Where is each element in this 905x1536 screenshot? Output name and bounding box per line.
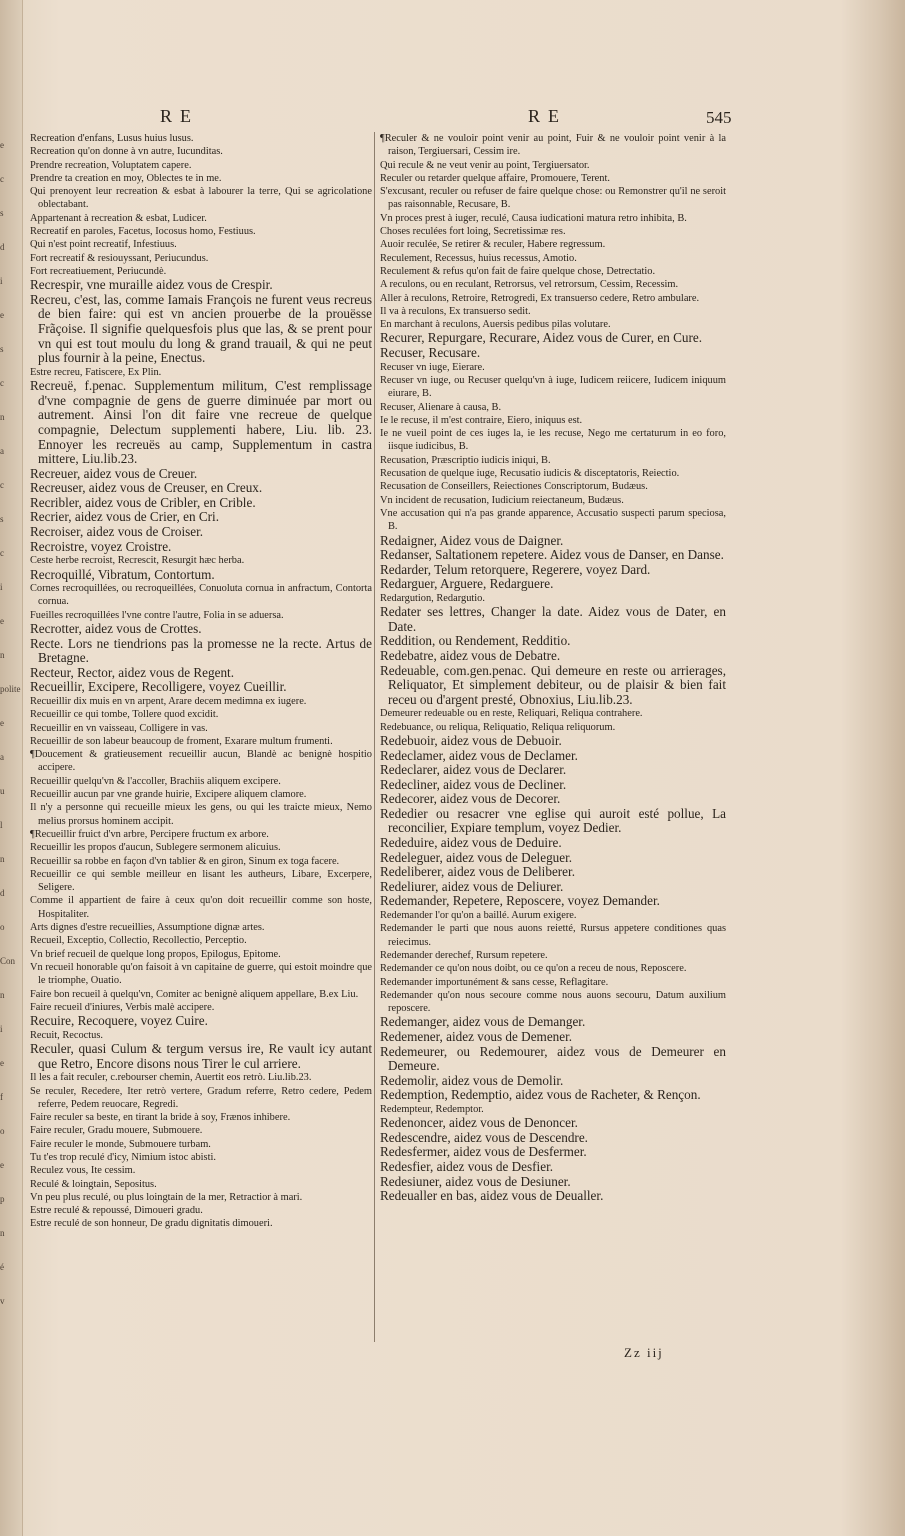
dictionary-entry: Rededier ou resacrer vne eglise qui auroit esté pollue, La reconcilier, Expiare templum, voyez Dedier. <box>380 805 726 836</box>
dictionary-entry: Il va à reculons, Ex transuerso sedit. <box>380 305 531 317</box>
margin-fragment: d <box>0 242 5 252</box>
margin-fragment: d <box>0 888 5 898</box>
dictionary-entry: Recurer, Repurgare, Recurare, Aidez vous de Curer, en Cure. <box>380 330 703 346</box>
dictionary-entry: Se reculer, Recedere, Iter retrò vertere, Gradum referre, Retro cedere, Pedem referre, Pedem reuocare, Regredi. <box>30 1085 372 1110</box>
dictionary-entry: Recroquillé, Vibratum, Contortum. <box>30 566 215 582</box>
right-column <box>380 132 726 1204</box>
signature-mark: Zz iij <box>624 1345 664 1360</box>
dictionary-entry: Choses reculées fort loing, Secretissimæ res. <box>380 226 566 238</box>
dictionary-entry: Redemander ce qu'on nous doibt, ou ce qu'on a receu de nous, Reposcere. <box>380 963 687 975</box>
dictionary-entry: Recuit, Recoctus. <box>30 1029 104 1041</box>
dictionary-entry: A reculons, ou en reculant, Retrorsus, vel retrorsum, Cessim, Recessim. <box>380 279 679 291</box>
dictionary-entry: Ie ne vueil point de ces iuges la, ie les recuse, Nego me certaturum in eo foro, iisque iudicibus, B. <box>380 428 726 453</box>
dictionary-entry: Ceste herbe recroist, Recrescit, Resurgit hæc herba. <box>30 555 245 567</box>
dictionary-entry: Reddition, ou Rendement, Redditio. <box>380 633 571 649</box>
dictionary-entry: Redecorer, aidez vous de Decorer. <box>380 791 561 807</box>
left-running-head: RE <box>160 106 200 126</box>
dictionary-entry: Redebuoir, aidez vous de Debuoir. <box>380 732 562 748</box>
margin-fragment: o <box>0 1126 5 1136</box>
margin-fragment: c <box>0 548 4 558</box>
dictionary-entry: Redemander l'or qu'on a baillé. Aurum exigere. <box>380 910 577 922</box>
dictionary-entry: Redeleguer, aidez vous de Deleguer. <box>380 849 573 865</box>
dictionary-entry: Redeliurer, aidez vous de Deliurer. <box>380 878 564 894</box>
dictionary-entry: Appartenant à recreation & esbat, Ludicer. <box>30 212 207 224</box>
dictionary-entry: Recrotter, aidez vous de Crottes. <box>30 621 202 637</box>
dictionary-entry: En marchant à reculons, Auersis pedibus pilas volutare. <box>380 319 611 331</box>
dictionary-entry: Redargution, Redargutio. <box>380 592 485 604</box>
margin-fragment: p <box>0 1194 5 1204</box>
margin-fragment: n <box>0 990 5 1000</box>
dictionary-entry: Vn brief recueil de quelque long propos, Epilogus, Epitome. <box>30 948 281 960</box>
dictionary-entry: Prendre recreation, Voluptatem capere. <box>30 159 192 171</box>
dictionary-entry: Recueil, Exceptio, Collectio, Recollectio, Perceptio. <box>30 935 247 947</box>
margin-fragment: e <box>0 616 4 626</box>
margin-fragment: e <box>0 1160 4 1170</box>
dictionary-entry: ¶Recueillir fruict d'vn arbre, Percipere fructum ex arbore. <box>30 828 269 840</box>
dictionary-entry: Recteur, Rector, aidez vous de Regent. <box>30 664 235 680</box>
dictionary-entry: Estre reculé & repoussé, Dimoueri gradu. <box>30 1205 203 1217</box>
dictionary-entry: Redaigner, Aidez vous de Daigner. <box>380 532 564 548</box>
margin-fragment: Con <box>0 956 16 966</box>
dictionary-entry: Recreation d'enfans, Lusus huius lusus. <box>30 133 194 144</box>
dictionary-entry: Recreuer, aidez vous de Creuer. <box>30 465 198 481</box>
dictionary-entry: Recueillir de son labeur beaucoup de froment, Exarare multum frumenti. <box>30 735 333 747</box>
dictionary-entry: Recusation, Præscriptio iudicis iniqui, B. <box>380 454 551 466</box>
dictionary-entry: Recreu, c'est, las, comme Iamais François ne furent veus recreus de bien faire: qui est vn ancien prouerbe de la prouësse Frãçoise. Il signifie quelquesfois plus que las, & se prent pour vn qui est tout moulu du long & grand trauail, & qui ne peut plus fournir à la peine, Enectus. <box>30 291 372 366</box>
dictionary-entry: Auoir reculée, Se retirer & reculer, Habere regressum. <box>380 239 606 251</box>
dictionary-entry: Redesfier, aidez vous de Desfier. <box>380 1159 554 1175</box>
dictionary-entry: Recueillir quelqu'vn & l'accoller, Brachiis aliquem excipere. <box>30 775 281 787</box>
margin-fragment: v <box>0 1296 5 1306</box>
margin-fragment: e <box>0 718 4 728</box>
dictionary-entry: Redemener, aidez vous de Demener. <box>380 1029 573 1045</box>
dictionary-entry: Redater ses lettres, Changer la date. Aidez vous de Dater, en Date. <box>380 604 726 634</box>
dictionary-entry: Rededuire, aidez vous de Deduire. <box>380 835 562 851</box>
dictionary-entry: Recueillir ce qui semble meilleur en lisant les autheurs, Libare, Excerpere, Seligere. <box>30 868 372 894</box>
dictionary-entry: Reculez vous, Ite cessim. <box>30 1165 136 1177</box>
right-running-head: RE <box>528 106 568 126</box>
margin-fragment: u <box>0 786 5 796</box>
dictionary-entry: Recuser vn iuge, Eierare. <box>380 361 485 373</box>
dictionary-entry: Tu t'es trop reculé d'icy, Nimium istoc abisti. <box>30 1151 216 1163</box>
dictionary-entry: Recueillir les propos d'aucun, Sublegere sermonem alicuius. <box>30 842 281 854</box>
margin-fragment: c <box>0 378 4 388</box>
dictionary-entry: Redeuable, com.gen.penac. Qui demeure en reste ou arrierages, Reliquator, Et simplement debiteur, ou de plaisir & bien fait receu ou d'argent presté, Obnoxius, Liu.lib.23. <box>380 662 726 707</box>
dictionary-entry: Redarder, Telum retorquere, Regerere, voyez Dard. <box>380 561 651 577</box>
dictionary-entry: Reculé & loingtain, Sepositus. <box>30 1178 157 1190</box>
dictionary-entry: Qui prenoyent leur recreation & esbat à labourer la terre, Qui se agricolatione oblectabant. <box>30 186 372 211</box>
page-number: 545 <box>706 108 732 127</box>
dictionary-entry: Redesfermer, aidez vous de Desfermer. <box>380 1144 587 1160</box>
margin-fragment: s <box>0 344 4 354</box>
dictionary-entry: Recrier, aidez vous de Crier, en Cri. <box>30 509 219 525</box>
dictionary-entry: Recreuser, aidez vous de Creuser, en Creux. <box>30 480 263 496</box>
dictionary-entry: Fort recreatiuement, Periucundè. <box>30 265 167 277</box>
dictionary-entry: Redenoncer, aidez vous de Denoncer. <box>380 1115 578 1131</box>
margin-fragment: c <box>0 174 4 184</box>
dictionary-entry: Recusation de quelque iuge, Recusatio iudicis & disceptatoris, Reiectio. <box>380 468 680 480</box>
dictionary-entry: Recueillir ce qui tombe, Tollere quod excidit. <box>30 709 219 721</box>
dictionary-entry: Reculer, quasi Culum & tergum versus ire, Re vault icy autant que Retro, Encore disons nous Tirer le cul arriere. <box>30 1041 372 1071</box>
margin-fragment: i <box>0 1024 3 1034</box>
dictionary-entry: Redemander qu'on nous secoure comme nous auons secouru, Datum auxilium reposcere. <box>380 989 726 1015</box>
dictionary-entry: Redempteur, Redemptor. <box>380 1103 484 1115</box>
dictionary-entry: Redarguer, Arguere, Redarguere. <box>380 576 554 592</box>
margin-fragment: e <box>0 140 4 150</box>
dictionary-entry: Vne accusation qui n'a pas grande apparence, Accusatio suspecti parum speciosa, B. <box>380 507 726 533</box>
margin-fragment: l <box>0 820 3 830</box>
dictionary-entry: Redebatre, aidez vous de Debatre. <box>380 647 561 663</box>
dictionary-entry: Redemption, Redemptio, aidez vous de Racheter, & Rençon. <box>380 1087 701 1103</box>
dictionary-entry: Vn incident de recusation, Iudicium reiectaneum, Budæus. <box>380 494 624 506</box>
dictionary-entry: Redeclamer, aidez vous de Declamer. <box>380 747 578 763</box>
dictionary-entry: Redemeurer, ou Redemourer, aidez vous de Demeurer en Demeure. <box>380 1043 726 1074</box>
dictionary-entry: Recuser vn iuge, ou Recuser quelqu'vn à iuge, Iudicem reiicere, Iudicem iniquum eiurare, B. <box>380 374 726 400</box>
dictionary-entry: Estre recreu, Fatiscere, Ex Plin. <box>30 366 162 378</box>
dictionary-entry: Recrespir, vne muraille aidez vous de Crespir. <box>30 277 273 293</box>
dictionary-entry: Recreatif en paroles, Facetus, Iocosus homo, Festiuus. <box>30 226 256 238</box>
dictionary-entry: Faire recueil d'iniures, Verbis malè accipere. <box>30 1001 215 1013</box>
dictionary-entry: Faire reculer sa beste, en tirant la bride à soy, Frænos inhibere. <box>30 1112 291 1124</box>
margin-fragment: e <box>0 1058 4 1068</box>
dictionary-entry: Vn proces prest à iuger, reculé, Causa iudicationi matura retro inhibita, B. <box>380 212 687 224</box>
dictionary-entry: Cornes recroquillées, ou recroqueillées, Conuoluta cornua in anfractum, Contorta cornua. <box>30 583 372 608</box>
dictionary-entry: Redebuance, ou reliqua, Reliquatio, Reliqua reliquorum. <box>380 721 616 733</box>
dictionary-entry: Recueillir en vn vaisseau, Colligere in vas. <box>30 722 208 734</box>
adjacent-page-edge <box>0 0 23 1536</box>
dictionary-entry: Recueillir aucun par vne grande huirie, Excipere aliquem clamore. <box>30 789 307 801</box>
dictionary-entry: Vn recueil honorable qu'on faisoit à vn capitaine de guerre, qui estoit moindre que le triomphe, Ouatio. <box>30 961 372 987</box>
dictionary-entry: Reculement & refus qu'on fait de faire quelque chose, Detrectatio. <box>380 265 656 277</box>
dictionary-entry: Arts dignes d'estre recueillies, Assumptione dignæ artes. <box>30 922 265 934</box>
margin-fragment: e <box>0 310 4 320</box>
dictionary-entry: Redecliner, aidez vous de Decliner. <box>380 776 567 792</box>
margin-fragment: i <box>0 276 3 286</box>
dictionary-entry: Redemander, Repetere, Reposcere, voyez Demander. <box>380 893 660 909</box>
margin-fragment: a <box>0 752 4 762</box>
dictionary-entry: Recuser, Alienare à causa, B. <box>380 401 502 413</box>
margin-fragment: n <box>0 1228 5 1238</box>
dictionary-entry: Recte. Lors ne tiendrions pas la promesse ne la recte. Artus de Bretagne. <box>30 635 372 666</box>
dictionary-entry: Demeurer redeuable ou en reste, Reliquari, Reliqua contrahere. <box>380 708 643 720</box>
dictionary-entry: ¶Reculer & ne vouloir point venir au point, Fuir & ne vouloir point venir à la raison, Tergiuersari, Cessim ire. <box>380 133 726 158</box>
dictionary-entry: Prendre ta creation en moy, Oblectes te in me. <box>30 172 222 184</box>
dictionary-entry: Redemander derechef, Rursum repetere. <box>380 949 548 961</box>
dictionary-entry: Estre reculé de son honneur, De gradu dignitatis dimoueri. <box>30 1218 273 1230</box>
dictionary-entry: Redanser, Saltationem repetere. Aidez vous de Danser, en Danse. <box>380 547 724 563</box>
dictionary-entry: Aller à reculons, Retroire, Retrogredi, Ex transuerso cedere, Retro ambulare. <box>380 292 700 304</box>
dictionary-entry: Faire reculer, Gradu mouere, Submouere. <box>30 1125 203 1137</box>
dictionary-entry: Recusation de Conseillers, Reiectiones Conscriptorum, Budæus. <box>380 481 648 493</box>
column-divider <box>374 132 375 1342</box>
margin-fragment: n <box>0 650 5 660</box>
margin-fragment: polite <box>0 684 21 694</box>
dictionary-entry: S'excusant, reculer ou refuser de faire quelque chose: ou Remonstrer qu'il ne seroit pas raisonnable, Recusare, B. <box>380 186 726 211</box>
dictionary-entry: Recueillir, Excipere, Recolligere, voyez Cueillir. <box>30 679 287 695</box>
margin-fragment: i <box>0 582 3 592</box>
dictionary-entry: Redeualler en bas, aidez vous de Deualler. <box>380 1188 604 1204</box>
dictionary-entry: Vn peu plus reculé, ou plus loingtain de la mer, Retractior à mari. <box>30 1191 303 1203</box>
dictionary-entry: Qui recule & ne veut venir au point, Tergiuersator. <box>380 159 590 171</box>
dictionary-entry: Redeclarer, aidez vous de Declarer. <box>380 762 567 778</box>
left-column <box>30 132 372 1231</box>
dictionary-entry: Reculement, Recessus, huius recessus, Amotio. <box>380 252 577 264</box>
dictionary-entry: Faire reculer le monde, Submouere turbam. <box>30 1138 211 1150</box>
dictionary-entry: Redemolir, aidez vous de Demolir. <box>380 1072 564 1088</box>
dictionary-entry: Recuire, Recoquere, voyez Cuire. <box>30 1013 208 1029</box>
margin-fragment: n <box>0 854 5 864</box>
dictionary-entry: Recuser, Recusare. <box>380 345 481 361</box>
dictionary-entry: Il les a fait reculer, c.rebourser chemin, Auertit eos retrò. Liu.lib.23. <box>30 1072 312 1084</box>
dictionary-entry: Redeliberer, aidez vous de Deliberer. <box>380 864 575 880</box>
dictionary-entry: Recribler, aidez vous de Cribler, en Crible. <box>30 494 256 510</box>
margin-fragment: n <box>0 412 5 422</box>
margin-fragment: a <box>0 446 4 456</box>
dictionary-entry: Recueillir dix muis en vn arpent, Arare decem medimna ex iugere. <box>30 696 307 707</box>
dictionary-entry: Reculer ou retarder quelque affaire, Promouere, Terent. <box>380 172 610 184</box>
dictionary-entry: Recreation qu'on donne à vn autre, Iucunditas. <box>30 146 223 158</box>
dictionary-entry: Ie le recuse, il m'est contraire, Eiero, iniquus est. <box>380 414 583 426</box>
margin-fragment: s <box>0 514 4 524</box>
dictionary-entry: Fueilles recroquillées l'vne contre l'autre, Folia in se aduersa. <box>30 609 284 621</box>
dictionary-entry: Recueillir sa robbe en façon d'vn tablier & en giron, Sinum ex toga facere. <box>30 855 340 867</box>
dictionary-entry: Redemander le parti que nous auons reietté, Rursus appetere conditiones quas reiecimus. <box>380 923 726 948</box>
dictionary-entry: Il n'y a personne qui recueille mieux les gens, ou qui les traicte mieux, Nemo melius prorsus hominem accipit. <box>30 802 372 827</box>
dictionary-entry: Fort recreatif & resiouyssant, Periucundus. <box>30 252 209 264</box>
margin-fragment: c <box>0 480 4 490</box>
dictionary-entry: Redemander importunément & sans cesse, Reflagitare. <box>380 976 609 988</box>
dictionary-entry: Recroistre, voyez Croistre. <box>30 538 172 554</box>
dictionary-entry: Redesiuner, aidez vous de Desiuner. <box>380 1173 571 1189</box>
dictionary-entry: Recroiser, aidez vous de Croiser. <box>30 524 204 540</box>
dictionary-entry: Faire bon recueil à quelqu'vn, Comiter ac benignè aliquem appellare, B.ex Liu. <box>30 988 359 1000</box>
dictionary-entry: ¶Doucement & gratieusement recueillir aucun, Blandè ac benignè hospitio accipere. <box>30 749 372 774</box>
dictionary-entry: Qui n'est point recreatif, Infestiuus. <box>30 239 177 251</box>
dictionary-entry: Recreuë, f.penac. Supplementum militum, C'est remplissage d'vne compagnie de gens de guerre diminuée par mort ou autrement. Ainsi l'on dit faire vne recreue de quelque compagnie, Delectum supplementi habere, Liu. lib. 23. Ennoyer les recreuës au camp, Supplementum in castra mittere, Liu.lib.23. <box>30 378 372 467</box>
dictionary-entry: Redemanger, aidez vous de Demanger. <box>380 1014 586 1030</box>
margin-fragment: s <box>0 208 4 218</box>
dictionary-entry: Redescendre, aidez vous de Descendre. <box>380 1129 588 1145</box>
margin-fragment: é <box>0 1262 4 1272</box>
margin-fragment: o <box>0 922 5 932</box>
dictionary-entry: Comme il appartient de faire à ceux qu'on doit recueillir comme son hoste, Hospitaliter. <box>30 895 372 920</box>
margin-fragment: f <box>0 1092 3 1102</box>
